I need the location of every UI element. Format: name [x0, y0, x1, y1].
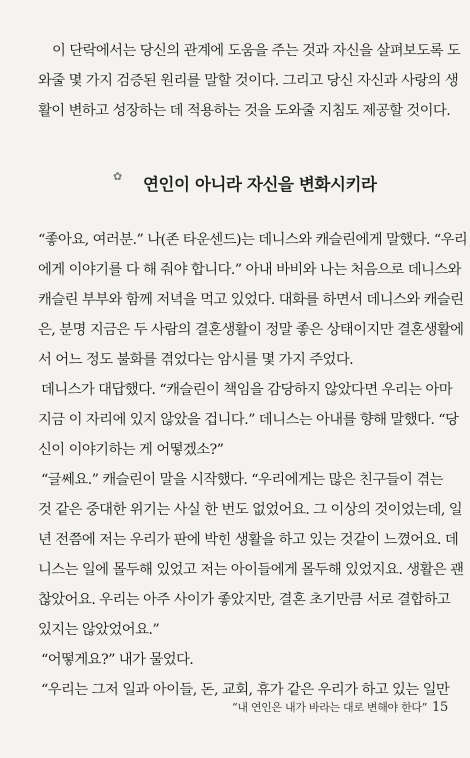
- body-line: 것 같은 중대한 위기는 사실 한 번도 없었어요. 그 이상의 것이었는데, 일: [38, 502, 463, 518]
- section-heading: 연인이 아니라 자신을 변화시키라: [143, 175, 377, 194]
- body-line: 은, 분명 지금은 두 사람의 결혼생활이 정말 좋은 상태이지만 결혼생활에: [38, 322, 464, 338]
- body-line: 지금 이 자리에 있지 않았을 겁니다.” 데니스는 아내를 향해 말했다. “당: [38, 412, 459, 428]
- intro-line: 활이 변하고 성장하는 데 적용하는 것을 도와줄 지침도 제공할 것이다.: [38, 103, 451, 119]
- body-line: 캐슬린 부부와 함께 저녁을 먹고 있었다. 대화를 하면서 데니스와 캐슬린: [38, 292, 464, 308]
- body-line: 신이 이야기하는 게 어떻겠소?”: [38, 442, 224, 458]
- flower-ornament-icon: ✿: [113, 170, 123, 183]
- page-footer: [232, 699, 448, 715]
- body-line: “우리는 그저 일과 아이들, 돈, 교회, 휴가 같은 우리가 하고 있는 일만: [41, 682, 450, 698]
- body-text: [38, 225, 468, 705]
- body-line: 에게 이야기를 다 해 줘야 합니다.” 아내 바비와 나는 처음으로 데니스와: [38, 262, 461, 278]
- intro-line: 이 단락에서는 당신의 관계에 도움을 주는 것과 자신을 살펴보도록 도: [52, 43, 461, 59]
- body-line: 서 어느 정도 불화를 겪었다는 암시를 몇 가지 주었다.: [38, 352, 354, 368]
- body-line: 년 전쯤에 저는 우리가 판에 박힌 생활을 하고 있는 것같이 느꼈어요. 데: [38, 532, 459, 548]
- intro-paragraph: [38, 36, 461, 126]
- intro-line: 와줄 몇 가지 검증된 원리를 말할 것이다. 그리고 당신 자신과 사랑의 생: [38, 73, 459, 89]
- page-number: 15: [432, 700, 448, 715]
- body-line: 있지는 않았었어요.”: [38, 622, 160, 638]
- body-line: “좋아요, 여러분.” 나(존 타운센드)는 데니스와 캐슬린에게 말했다. “우리: [38, 232, 468, 248]
- body-line: 니스는 일에 몰두해 있었고 저는 아이들에게 몰두해 있었지요. 생활은 괜: [38, 562, 464, 578]
- body-line: 찮았어요. 우리는 아주 사이가 좋았지만, 결혼 초기만큼 서로 결합하고: [38, 592, 451, 608]
- body-line: “어떻게요?” 내가 물었다.: [41, 652, 194, 668]
- body-line: “글쎄요.” 캐슬린이 말을 시작했다. “우리에게는 많은 친구들이 겪는: [41, 472, 443, 488]
- running-title: “내 연인은 내가 바라는 대로 변해야 한다”: [232, 701, 428, 714]
- body-line: 데니스가 대답했다. “캐슬린이 책임을 감당하지 않았다면 우리는 아마: [41, 382, 452, 398]
